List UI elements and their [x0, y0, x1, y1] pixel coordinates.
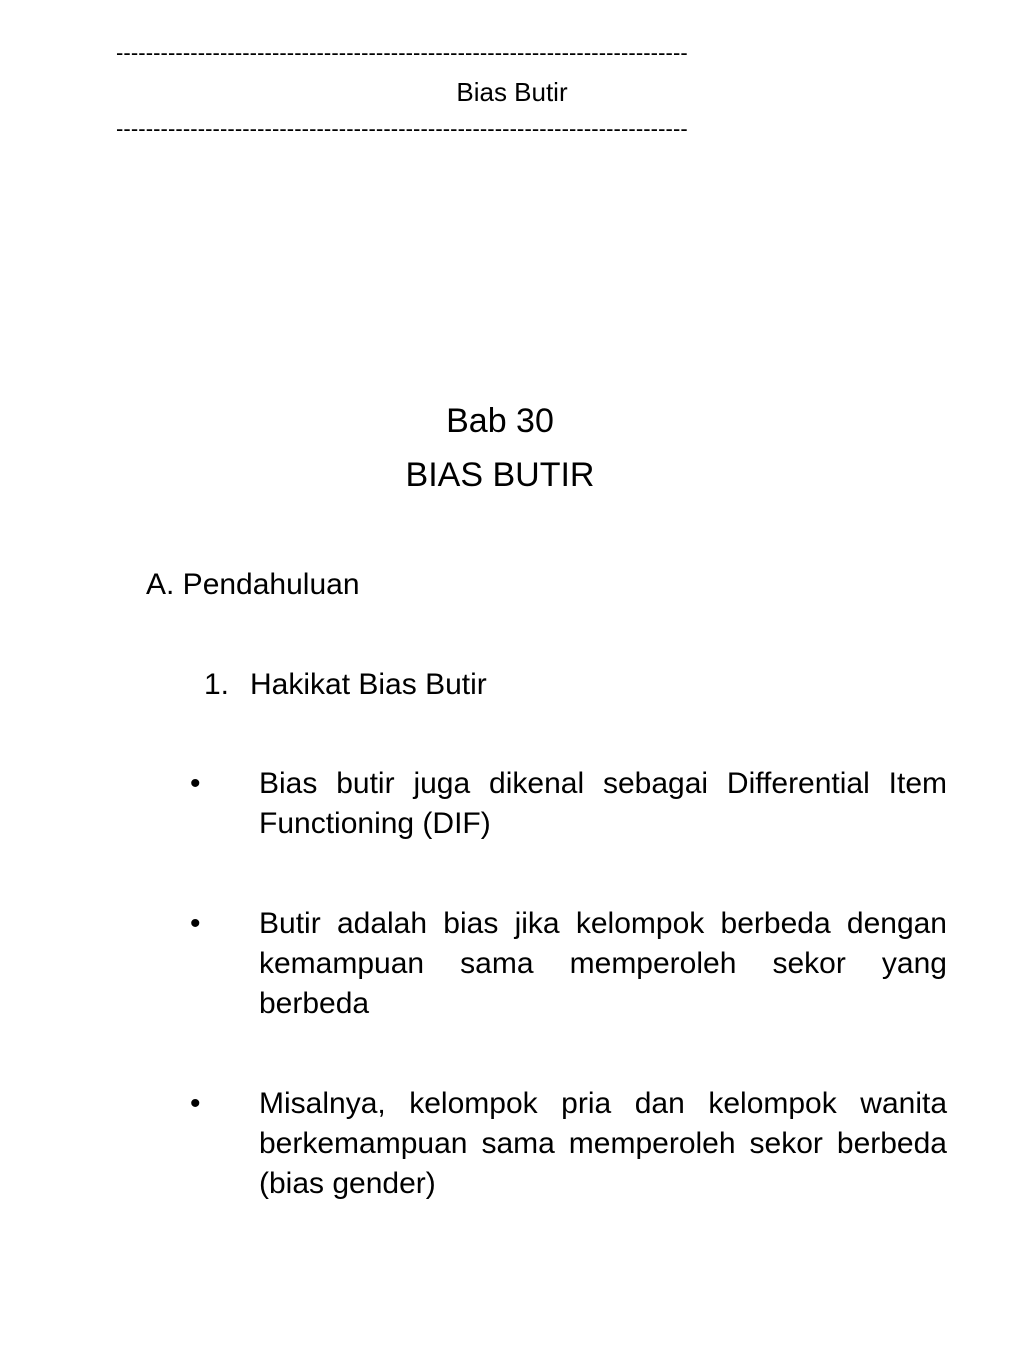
bullet-text: Bias butir juga dikenal sebagai Differential Item Functioning (DIF) [259, 767, 947, 840]
header-dash-line-top: ----------------------------------------------------------------------------- [116, 40, 688, 65]
subsection-heading [204, 666, 487, 704]
header-dash-line-bottom: ----------------------------------------------------------------------------- [116, 116, 688, 141]
bullet-symbol: • [190, 767, 201, 800]
bullet-text: Misalnya, kelompok pria dan kelompok wanita berkemampuan sama memperoleh sekor berbeda (bias gender) [259, 1087, 947, 1200]
section-heading: A. Pendahuluan [146, 568, 360, 601]
bullet-symbol: • [190, 1087, 201, 1120]
subsection-number: 1. [204, 668, 230, 701]
chapter-number: Bab 30 [446, 402, 554, 440]
running-title: Bias Butir [456, 77, 568, 107]
subsection-title: Hakikat Bias Butir [250, 668, 487, 701]
bullet-symbol: • [190, 907, 201, 940]
bullet-text: Butir adalah bias jika kelompok berbeda dengan kemampuan sama memperoleh sekor yang berbeda [259, 907, 947, 1020]
chapter-title: BIAS BUTIR [405, 456, 595, 494]
